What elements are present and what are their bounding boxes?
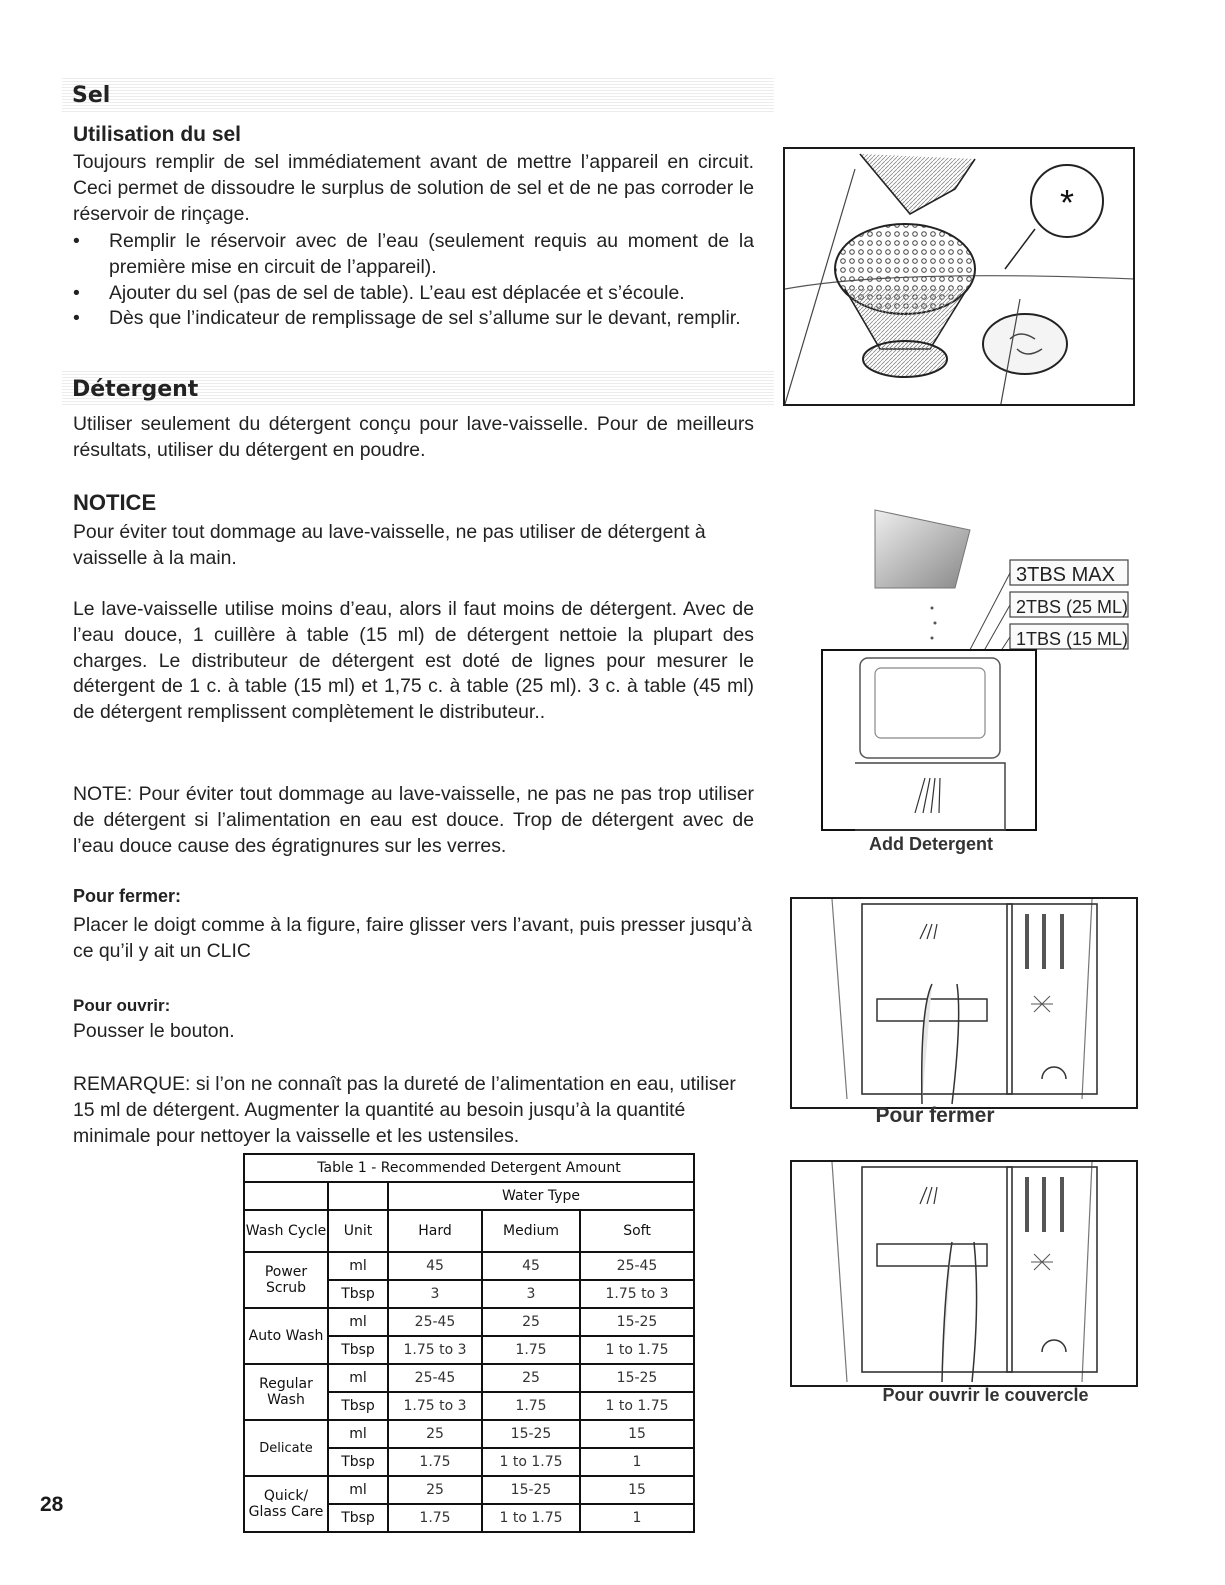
close-caption: Pour fermer	[875, 1104, 995, 1127]
value-cell: 1.75 to 3	[388, 1392, 482, 1420]
value-cell: 3	[388, 1280, 482, 1308]
add-detergent-caption: Add Detergent	[868, 834, 993, 854]
unit-header: Unit	[328, 1210, 388, 1252]
value-cell: 45	[482, 1252, 580, 1280]
cycle-name: Auto Wash	[244, 1308, 328, 1364]
table-row	[244, 1252, 694, 1280]
table-row	[244, 1364, 694, 1392]
page-number: 28	[40, 1493, 64, 1516]
remark-text: REMARQUE: si l’on ne connaît pas la dureté de l’alimentation en eau, utiliser 15 ml de détergent. Augmenter la quantité au besoin jusqu’à la quantité minimale pour nettoyer la vaisselle et les ustensiles.	[73, 1073, 736, 1147]
value-cell: 15-25	[482, 1420, 580, 1448]
value-cell: 15-25	[482, 1476, 580, 1504]
cycle-name: Delicate	[244, 1420, 328, 1476]
salt-usage-heading: Utilisation du sel	[73, 123, 242, 146]
unit-cell: Tbsp	[328, 1280, 388, 1308]
open-heading: Pour ouvrir:	[73, 996, 171, 1015]
value-cell: 15	[580, 1420, 694, 1448]
value-cell: 1.75	[482, 1336, 580, 1364]
value-cell: 25-45	[388, 1308, 482, 1336]
medium-header: Medium	[482, 1210, 580, 1252]
close-heading: Pour fermer:	[73, 886, 182, 906]
detergent-heading: Détergent	[72, 377, 199, 402]
wash-cycle-header: Wash Cycle	[244, 1210, 328, 1252]
dispenser-drawing	[820, 508, 1138, 833]
unit-cell: ml	[328, 1420, 388, 1448]
value-cell: 45	[388, 1252, 482, 1280]
detergent-amount-text: Le lave-vaisselle utilise moins d’eau, alors il faut moins de détergent. Avec de l’eau douce, 1 cuillère à table (15 ml) de détergent nettoie la plupart des charges. Le distributeur de détergent est doté de lignes pour mesurer le détergent de 1 c. à table (15 ml) et 1,75 c. à table (25 ml). 3 c. à table (45 ml) de détergent remplissent complètement le distributeur..	[73, 598, 754, 724]
unit-cell: Tbsp	[328, 1336, 388, 1364]
value-cell: 25	[388, 1476, 482, 1504]
one-tbs-label: 1TBS (15 ML)	[1016, 629, 1129, 649]
asterisk-icon: *	[1059, 182, 1075, 223]
close-instructions: Placer le doigt comme à la figure, faire glisser vers l’avant, puis presser jusqu’à ce qu’il y ait un CLIC	[73, 914, 752, 962]
open-instructions: Pousser le bouton.	[73, 1020, 235, 1042]
open-lid-drawing	[792, 1162, 1136, 1385]
table-row	[244, 1476, 694, 1504]
value-cell: 1.75	[388, 1504, 482, 1532]
max-label: 3TBS MAX	[1016, 564, 1115, 586]
notice-heading: NOTICE	[73, 490, 157, 515]
hard-header: Hard	[388, 1210, 482, 1252]
unit-cell: ml	[328, 1308, 388, 1336]
value-cell: 25-45	[580, 1252, 694, 1280]
sel-heading-bar	[62, 78, 774, 114]
open-caption: Pour ouvrir le couvercle	[882, 1385, 1089, 1405]
unit-cell: ml	[328, 1364, 388, 1392]
value-cell: 25	[482, 1364, 580, 1392]
value-cell: 1.75 to 3	[388, 1336, 482, 1364]
value-cell: 1.75	[482, 1392, 580, 1420]
salt-intro-text: Toujours remplir de sel immédiatement avant de mettre l’appareil en circuit. Ceci permet de dissoudre le surplus de solution de sel et de ne pas corroder le réservoir de rinçage.	[73, 151, 754, 225]
open-lid-illustration	[790, 1160, 1138, 1387]
value-cell: 1.75	[388, 1448, 482, 1476]
value-cell: 1	[580, 1504, 694, 1532]
salt-step: • Ajouter du sel (pas de sel de table). L’eau est déplacée et s’écoule.	[73, 281, 685, 304]
unit-cell: ml	[328, 1476, 388, 1504]
salt-filling-illustration	[783, 147, 1135, 406]
cycle-name: Quick/ Glass Care	[244, 1476, 328, 1532]
value-cell: 15	[580, 1476, 694, 1504]
table-caption: Table 1 - Recommended Detergent Amount	[244, 1154, 694, 1182]
add-detergent-illustration	[820, 508, 1138, 833]
value-cell: 1 to 1.75	[580, 1392, 694, 1420]
soft-water-note: NOTE: Pour éviter tout dommage au lave-vaisselle, ne pas ne pas trop utiliser de détergent si l’alimentation en eau est douce. Trop de détergent avec de l’eau douce cause des égratignures sur les verres.	[73, 783, 754, 857]
two-tbs-label: 2TBS (25 ML)	[1016, 597, 1129, 617]
soft-header: Soft	[580, 1210, 694, 1252]
table-row	[244, 1420, 694, 1448]
table-empty-cell	[328, 1182, 388, 1210]
value-cell: 25	[482, 1308, 580, 1336]
value-cell: 1 to 1.75	[580, 1336, 694, 1364]
salt-step: • Dès que l’indicateur de remplissage de sel s’allume sur le devant, remplir.	[73, 307, 741, 330]
value-cell: 15-25	[580, 1308, 694, 1336]
unit-cell: Tbsp	[328, 1392, 388, 1420]
table-row	[244, 1308, 694, 1336]
salt-step: • Remplir le réservoir avec de l’eau (seulement requis au moment de la première mise en circuit de l’appareil).	[73, 230, 754, 278]
unit-cell: ml	[328, 1252, 388, 1280]
table-empty-cell	[244, 1182, 328, 1210]
notice-text: Pour éviter tout dommage au lave-vaisselle, ne pas utiliser de détergent à vaisselle à la main.	[73, 521, 706, 569]
detergent-intro-text: Utiliser seulement du détergent conçu pour lave-vaisselle. Pour de meilleurs résultats, utiliser du détergent en poudre.	[73, 413, 754, 461]
value-cell: 1 to 1.75	[482, 1504, 580, 1532]
salt-steps-list	[73, 229, 754, 332]
value-cell: 15-25	[580, 1364, 694, 1392]
water-type-header: Water Type	[388, 1182, 694, 1210]
value-cell: 25-45	[388, 1364, 482, 1392]
close-lid-drawing	[792, 899, 1136, 1107]
close-lid-illustration	[790, 897, 1138, 1109]
value-cell: 3	[482, 1280, 580, 1308]
cycle-name: Regular Wash	[244, 1364, 328, 1420]
sel-heading: Sel	[72, 83, 111, 108]
unit-cell: Tbsp	[328, 1504, 388, 1532]
value-cell: 1.75 to 3	[580, 1280, 694, 1308]
unit-cell: Tbsp	[328, 1448, 388, 1476]
value-cell: 25	[388, 1420, 482, 1448]
value-cell: 1	[580, 1448, 694, 1476]
detergent-amount-table	[243, 1153, 695, 1533]
cycle-name: Power Scrub	[244, 1252, 328, 1308]
value-cell: 1 to 1.75	[482, 1448, 580, 1476]
salt-funnel-drawing	[785, 149, 1133, 404]
